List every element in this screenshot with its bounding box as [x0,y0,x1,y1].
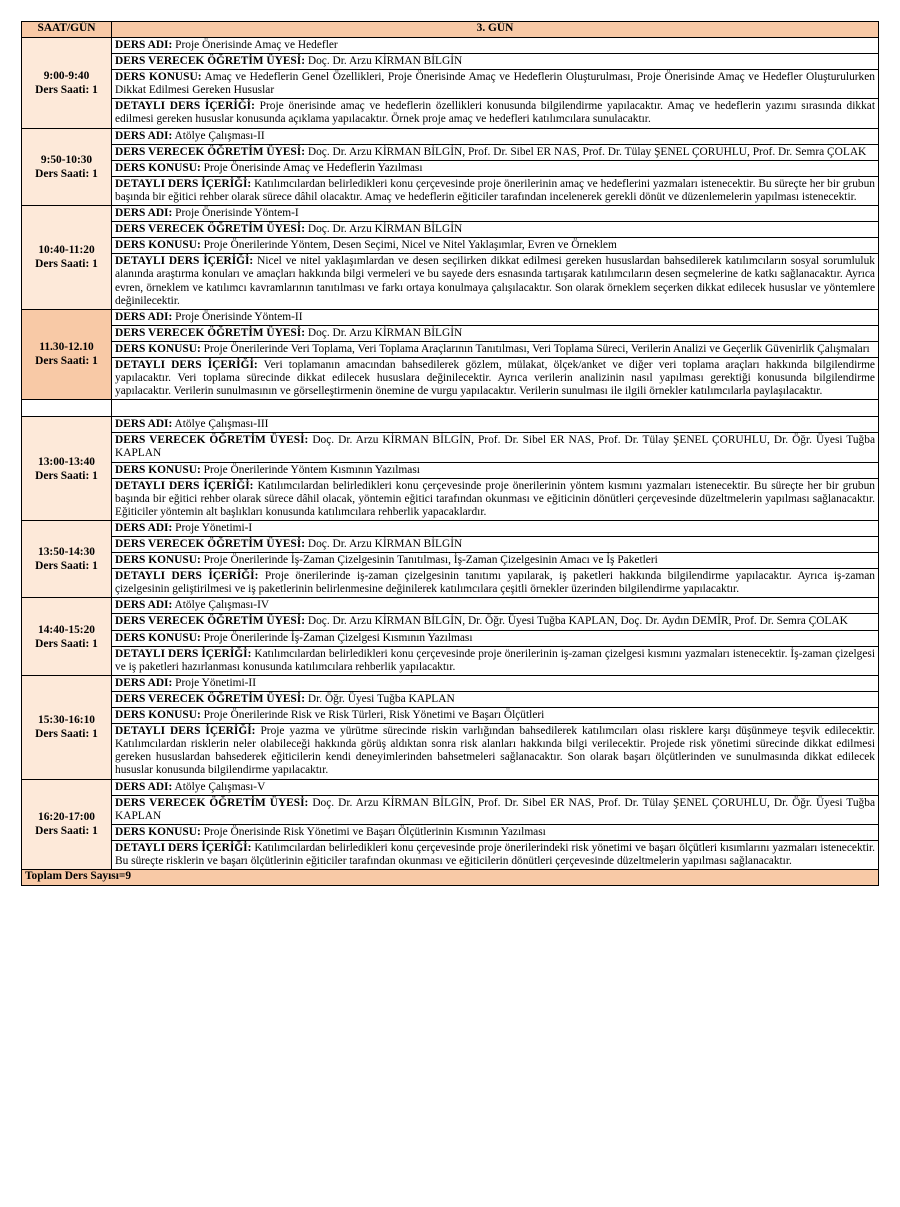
ogretim-uyesi-cell [112,795,879,824]
detayli-icerik-value: Proje yazma ve yürütme sürecinde riskin varlığından bahsedilerek katılımcıları olası risklere karşı düşünmeye teşvik edilecektir. Katılımcılardan risklerin neler olabileceği hakkında görüş aldıktan sonra risk alanları hakkında bilgi verilecektir. Projede risk yönetimi sürecinde dikkat edilmesi gereken hususlardan bahsederek eğiticilerin kendi deneyimlerinden bahsetmeleri sağlanacaktır. Son olarak başarı ölçütlerinden ve sunulmasında dikkat edilecek hususlar konusunda bilgilendirme yapılacaktır. [115,725,875,777]
session-row [22,646,879,675]
session-row [22,176,879,205]
ogretim-uyesi-label: DERS VERECEK ÖĞRETİM ÜYESİ: [115,145,305,158]
ogretim-uyesi-label: DERS VERECEK ÖĞRETİM ÜYESİ: [115,434,309,447]
ogretim-uyesi-cell [112,691,879,707]
ders-adi-value: Proje Önerisinde Yöntem-I [175,207,299,220]
session-hours: Ders Saati: 1 [35,637,98,650]
session-row [22,520,879,536]
detayli-icerik-cell [112,724,879,779]
ogretim-uyesi-value: Doç. Dr. Arzu KİRMAN BİLGİN [307,223,463,236]
detayli-icerik-cell [112,357,879,399]
session-hours: Ders Saati: 1 [35,167,98,180]
detayli-icerik-value: Veri toplamanın amacından bahsedilerek gözlem, mülakat, ölçek/anket ve diğer veri toplama araçları hakkında bilgilendirme yapılacaktır. Veri toplama sürecinde dikkat edilecek hususlara değinilecektir. Ayrıca verilerin analizinin nasıl yapılması gerektiği konusunda bilgilendirme yapılacaktır. Verilerin sunulmasının ve görselleştirmenin önemine de vurgu yapılacaktır. Verilerin sunulması ile ilgili örnekler katılımcılarla paylaşılacaktır. [115,358,875,398]
detayli-icerik-value: Katılımcılardan belirledikleri konu çerçevesinde proje önerilerinin iş-zaman çizelgesi kısmını yazmaları istenecektir. İş-zaman çizelgesi ve iş paketleri hazırlanması konusunda katılımcılara rehberlik yapılacaktır. [115,647,875,673]
detayli-icerik-label: DETAYLI DERS İÇERİĞİ: [115,841,252,854]
ders-konusu-label: DERS KONUSU: [115,463,201,476]
ogretim-uyesi-cell [112,54,879,70]
header-row [22,22,879,38]
session-time: 14:40-15:20 [38,623,95,636]
ders-konusu-value: Proje Önerisinde Amaç ve Hedeflerin Yazılması [203,161,423,174]
ders-konusu-cell [112,630,879,646]
ders-adi-value: Atölye Çalışması-III [174,418,269,431]
session-time-cell [22,520,112,597]
ogretim-uyesi-value: Doç. Dr. Arzu KİRMAN BİLGİN, Prof. Dr. Sibel ER NAS, Prof. Dr. Tülay ŞENEL ÇORUHLU, Dr. Öğr. Üyesi Tuğba KAPLAN [115,796,875,822]
detayli-icerik-cell [112,840,879,869]
session-time: 13:00-13:40 [38,455,95,468]
ders-adi-label: DERS ADI: [115,39,173,51]
lunch-break-row [22,400,879,417]
ders-adi-value: Proje Önerisinde Yöntem-II [175,310,303,323]
session-time: 15:30-16:10 [38,714,95,727]
session-hours: Ders Saati: 1 [35,83,98,96]
session-row [22,222,879,238]
detayli-icerik-label: DETAYLI DERS İÇERİĞİ: [115,647,252,660]
header-time: SAAT/GÜN [22,22,112,38]
session-hours: Ders Saati: 1 [35,355,98,368]
session-time: 13:50-14:30 [38,546,95,559]
ders-adi-cell [112,309,879,325]
schedule-table [21,21,879,886]
ders-adi-value: Atölye Çalışması-V [174,780,266,793]
ogretim-uyesi-cell [112,614,879,630]
detayli-icerik-cell [112,646,879,675]
ders-konusu-value: Proje Önerilerinde Yöntem Kısmının Yazılması [203,463,420,476]
session-row [22,598,879,614]
session-row [22,537,879,553]
ders-adi-label: DERS ADI: [115,207,173,220]
session-row [22,478,879,520]
session-hours: Ders Saati: 1 [35,560,98,573]
detayli-icerik-value: Proje önerisinde amaç ve hedeflerin özellikleri konusunda bilgilendirme yapılacaktır. Amaç ve hedeflerin yazımı sırasında dikkat edilmesi gereken hususlar konusunda açıklama yapılacaktır. Örnek proje amaç ve hedefleri katılımcılara sunulacaktır. [115,100,875,126]
session-time-cell [22,675,112,779]
ders-adi-cell [112,128,879,144]
ders-konusu-cell [112,160,879,176]
session-hours: Ders Saati: 1 [35,469,98,482]
detayli-icerik-value: Nicel ve nitel yaklaşımlardan ve desen seçilirken dikkat edilmesi gereken hususlardan bahsedilerek katılımcıların sosyal sorumluluk alanında araştırma konuları ve amaçları hakkında bilgi vermeleri ve bu sayede ders esnasında tartışarak katılımcıların desen seçmelerine de katkı sağlanacaktır. Ayrıca evren, örneklem ve katılımcı kavramlarının tanıtılması ve farkı ortaya konulmaya çalışılacaktır. Son olarak örneklem seçerken dikkat edilecek hususlar ve yöntemlere değinilecektir. [115,255,875,307]
ders-adi-value: Atölye Çalışması-II [174,129,265,142]
ogretim-uyesi-label: DERS VERECEK ÖĞRETİM ÜYESİ: [115,615,305,628]
footer-row [22,870,879,886]
ogretim-uyesi-value: Doç. Dr. Arzu KİRMAN BİLGİN, Prof. Dr. Sibel ER NAS, Prof. Dr. Tülay ŞENEL ÇORUHLU, Prof. Dr. Semra ÇOLAK [307,145,867,158]
session-row [22,433,879,462]
ders-konusu-label: DERS KONUSU: [115,239,201,252]
ders-konusu-label: DERS KONUSU: [115,161,201,174]
detayli-icerik-value: Katılımcılardan belirledikleri konu çerçevesinde proje önerilerindeki risk yönetimi ve başarı ölçütleri kısımlarını yazmaları istenecektir. Bu süreçte risklerin ve başarı ölçütlerinin eğiticiler tarafından okunması ve eğiticilerin dönütleri çerçevesinde düzeltmelerin yapılması sağlanacaktır. [115,841,875,867]
session-time-cell [22,598,112,675]
session-row [22,553,879,569]
ders-konusu-value: Proje Önerilerinde Yöntem, Desen Seçimi, Nicel ve Nitel Yaklaşımlar, Evren ve Örneklem [203,239,617,252]
session-row [22,70,879,99]
session-time-cell [22,128,112,205]
session-row [22,206,879,222]
detayli-icerik-label: DETAYLI DERS İÇERİĞİ: [115,479,254,492]
session-row [22,238,879,254]
session-row [22,357,879,399]
ders-adi-cell [112,520,879,536]
ders-adi-label: DERS ADI: [115,129,173,142]
session-time-cell [22,206,112,310]
detayli-icerik-label: DETAYLI DERS İÇERİĞİ: [115,570,259,583]
session-time-cell [22,417,112,521]
ders-konusu-label: DERS KONUSU: [115,342,201,355]
session-row [22,795,879,824]
ogretim-uyesi-label: DERS VERECEK ÖĞRETİM ÜYESİ: [115,223,305,236]
ogretim-uyesi-cell [112,144,879,160]
ogretim-uyesi-value: Doç. Dr. Arzu KİRMAN BİLGİN [307,55,463,68]
ders-konusu-cell [112,708,879,724]
ders-konusu-label: DERS KONUSU: [115,71,202,84]
ders-adi-label: DERS ADI: [115,521,173,534]
session-time: 16:20-17:00 [38,811,95,824]
ders-konusu-label: DERS KONUSU: [115,825,201,838]
session-row [22,160,879,176]
ogretim-uyesi-label: DERS VERECEK ÖĞRETİM ÜYESİ: [115,55,305,68]
ders-konusu-value: Proje Önerilerinde İş-Zaman Çizelgesi Kısmının Yazılması [203,631,473,644]
ders-konusu-cell [112,824,879,840]
ders-konusu-cell [112,341,879,357]
ogretim-uyesi-label: DERS VERECEK ÖĞRETİM ÜYESİ: [115,326,305,339]
ogretim-uyesi-cell [112,537,879,553]
ders-adi-value: Proje Önerisinde Amaç ve Hedefler [175,39,338,51]
session-row [22,724,879,779]
ders-konusu-cell [112,70,879,99]
schedule-sheet [21,21,878,886]
session-row [22,325,879,341]
session-time: 9:00-9:40 [43,69,90,82]
ders-adi-cell [112,779,879,795]
detayli-icerik-label: DETAYLI DERS İÇERİĞİ: [115,358,258,371]
session-row [22,309,879,325]
session-hours: Ders Saati: 1 [35,728,98,741]
ders-adi-value: Proje Yönetimi-II [175,676,257,689]
ders-adi-label: DERS ADI: [115,418,173,431]
session-row [22,840,879,869]
ogretim-uyesi-cell [112,433,879,462]
ders-konusu-value: Proje Önerilerinde İş-Zaman Çizelgesinin Tanıtılması, İş-Zaman Çizelgesinin Amacı ve İş Paketleri [203,554,658,567]
session-row [22,708,879,724]
detayli-icerik-label: DETAYLI DERS İÇERİĞİ: [115,177,252,190]
detayli-icerik-value: Katılımcılardan belirledikleri konu çerçevesinde proje önerilerinin yöntem kısmını yazmaları istenecektir. Bu süreçte her bir grubun başında bir eğitici rehber olarak sürece dâhil olacak, yöntemin eğitici tarafından okunması ve eğiticinin dönütleri çerçevesinde düzeltmelerin yapılması sağlanacaktır. Eğiticiler yöntemin alt başlıkları konusunda katılımcılara rehberlik yapacaklardır. [115,479,875,518]
ders-konusu-value: Amaç ve Hedeflerin Genel Özellikleri, Proje Önerisinde Amaç ve Hedeflerin Oluşturulması, Proje Önerisinde Amaç ve Hedefler Oluşturulurken Dikkat Edilmesi Gereken Hususlar [115,71,875,97]
detayli-icerik-cell [112,478,879,520]
session-time: 11.30-12.10 [39,341,94,354]
session-time-cell [22,309,112,400]
lunch-break-time [22,400,112,417]
ders-konusu-value: Proje Önerilerinde Veri Toplama, Veri Toplama Araçlarının Tanıtılması, Veri Toplama Süreci, Verilerin Analizi ve Geçerlik Güvenirlik Çalışmaları [203,342,870,355]
session-time-cell [22,38,112,129]
ders-adi-cell [112,417,879,433]
ders-adi-value: Proje Yönetimi-I [175,521,253,534]
session-row [22,675,879,691]
ders-adi-label: DERS ADI: [115,780,173,793]
ogretim-uyesi-value: Doç. Dr. Arzu KİRMAN BİLGİN [307,538,463,550]
session-row [22,824,879,840]
session-hours: Ders Saati: 1 [35,258,98,271]
schedule-body [22,38,879,886]
ders-adi-cell [112,598,879,614]
session-row [22,417,879,433]
session-row [22,630,879,646]
detayli-icerik-cell [112,176,879,205]
ders-adi-cell [112,675,879,691]
ders-adi-label: DERS ADI: [115,676,173,689]
ders-konusu-cell [112,553,879,569]
ders-konusu-cell [112,462,879,478]
ders-adi-value: Atölye Çalışması-IV [174,599,270,612]
detayli-icerik-cell [112,99,879,128]
ders-adi-label: DERS ADI: [115,599,173,612]
detayli-icerik-label: DETAYLI DERS İÇERİĞİ: [115,255,254,268]
lunch-break-content [112,400,879,417]
ogretim-uyesi-value: Doç. Dr. Arzu KİRMAN BİLGİN, Dr. Öğr. Üyesi Tuğba KAPLAN, Doç. Dr. Aydın DEMİR, Prof. Dr. Semra ÇOLAK [307,615,848,628]
detayli-icerik-value: Katılımcılardan belirledikleri konu çerçevesinde proje önerilerinin amaç ve hedeflerini yazmaları istenecektir. Bu süreçte her bir grubun başında bir eğitici rehber olarak sürece dâhil olacaktır. Amaç ve hedeflerin eğiticiler tarafından incelenerek gerekli dönüt ve düzenlemelerin yapılması istenecektir. [115,177,875,203]
total-lessons: Toplam Ders Sayısı=9 [22,870,879,886]
ders-konusu-value: Proje Önerilerinde Risk ve Risk Türleri, Risk Yönetimi ve Başarı Ölçütleri [203,709,545,722]
ogretim-uyesi-value: Dr. Öğr. Üyesi Tuğba KAPLAN [307,692,455,705]
ogretim-uyesi-label: DERS VERECEK ÖĞRETİM ÜYESİ: [115,538,305,550]
session-time: 10:40-11:20 [38,244,95,257]
ogretim-uyesi-label: DERS VERECEK ÖĞRETİM ÜYESİ: [115,796,309,809]
session-row [22,54,879,70]
ders-konusu-label: DERS KONUSU: [115,709,201,722]
session-row [22,569,879,598]
ogretim-uyesi-value: Doç. Dr. Arzu KİRMAN BİLGİN [307,326,463,339]
detayli-icerik-label: DETAYLI DERS İÇERİĞİ: [115,100,255,113]
ogretim-uyesi-cell [112,325,879,341]
ogretim-uyesi-label: DERS VERECEK ÖĞRETİM ÜYESİ: [115,692,305,705]
session-row [22,779,879,795]
session-row [22,38,879,54]
ogretim-uyesi-value: Doç. Dr. Arzu KİRMAN BİLGİN, Prof. Dr. Sibel ER NAS, Prof. Dr. Tülay ŞENEL ÇORUHLU, Dr. Öğr. Üyesi Tuğba KAPLAN [115,434,875,460]
detayli-icerik-cell [112,254,879,309]
session-row [22,691,879,707]
session-row [22,462,879,478]
detayli-icerik-value: Proje önerilerinde iş-zaman çizelgesinin tanıtımı yapılarak, iş paketleri hakkında bilgilendirme yapılacaktır. Ayrıca iş-zaman çizelgesinin geliştirilmesi ve iş paketlerinin belirlenmesine değinilerek katılımcılara çeşitli örnekler üzerinden bilgilendirme yapılacaktır. [115,570,876,596]
ders-adi-cell [112,206,879,222]
detayli-icerik-label: DETAYLI DERS İÇERİĞİ: [115,725,256,738]
ders-adi-label: DERS ADI: [115,310,173,323]
session-row [22,99,879,128]
ders-konusu-label: DERS KONUSU: [115,631,201,644]
session-time: 9:50-10:30 [40,153,93,166]
session-hours: Ders Saati: 1 [35,825,98,838]
session-row [22,341,879,357]
ders-konusu-label: DERS KONUSU: [115,554,201,567]
session-time-cell [22,779,112,870]
ders-konusu-cell [112,238,879,254]
session-row [22,144,879,160]
session-row [22,128,879,144]
detayli-icerik-cell [112,569,879,598]
ogretim-uyesi-cell [112,222,879,238]
header-day: 3. GÜN [112,22,879,38]
ders-konusu-value: Proje Önerisinde Risk Yönetimi ve Başarı Ölçütlerinin Kısmının Yazılması [203,825,546,838]
session-row [22,254,879,309]
ders-adi-cell [112,38,879,54]
session-row [22,614,879,630]
